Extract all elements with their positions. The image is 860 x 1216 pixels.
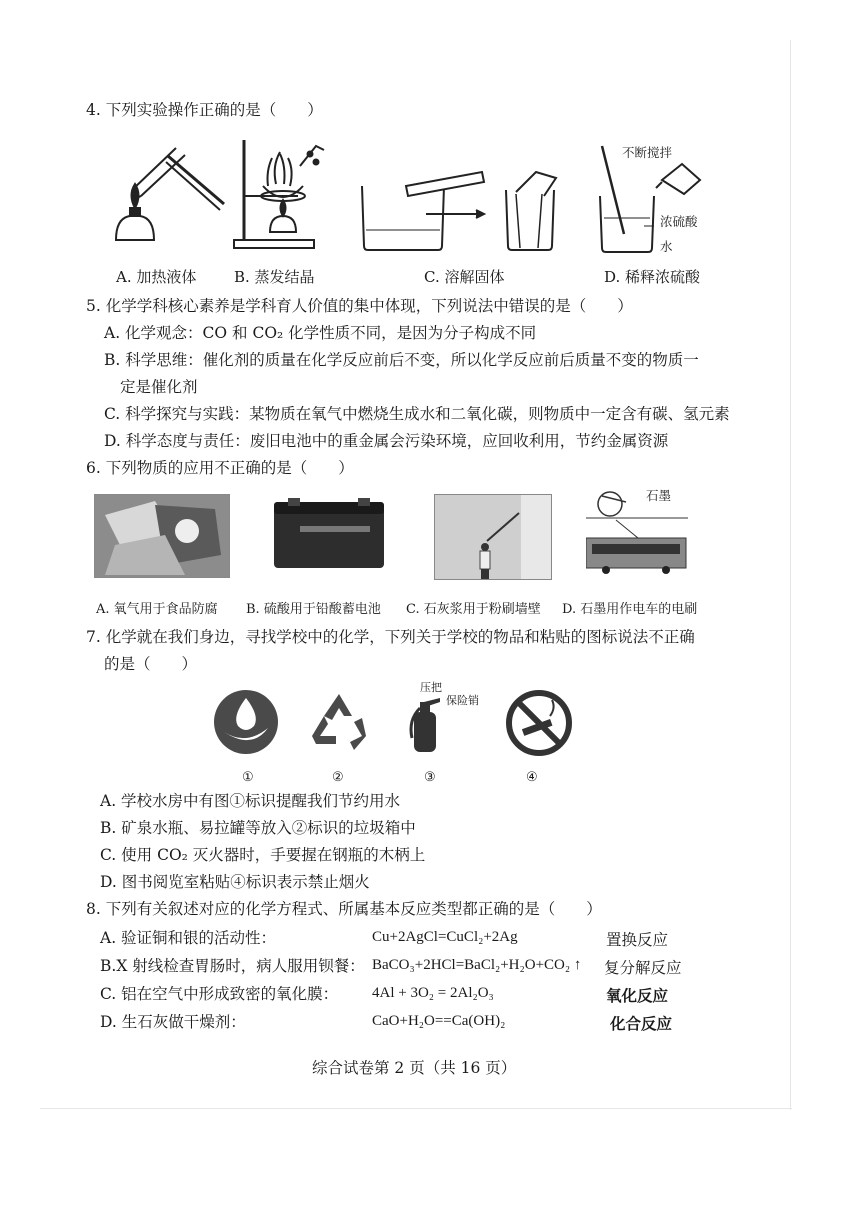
q5-option-d: D. 科学态度与责任：废旧电池中的重金属会污染环境，应回收利用，节约金属资源 [104, 432, 669, 450]
q4-option-b: B. 蒸发结晶 [234, 268, 315, 286]
q8-row-a-equation: Cu+2AgCl=CuCl₂+2Ag [372, 929, 518, 945]
q6-option-a: A. 氧气用于食品防腐 [96, 602, 218, 617]
q5-option-b-cont: 定是催化剂 [120, 378, 198, 396]
q8-stem: 8. 下列有关叙述对应的化学方程式、所属基本反应类型都正确的是（ ） [86, 900, 602, 918]
q6-photo-tram [586, 488, 688, 576]
recycle-icon [304, 690, 374, 752]
q6-photo-food-package [94, 494, 230, 578]
q6-stem: 6. 下列物质的应用不正确的是（ ） [86, 459, 354, 477]
no-smoking-icon [504, 688, 574, 758]
q6-photo-battery [270, 498, 388, 572]
q8-row-c-type: 氧化反应 [606, 986, 669, 1005]
water-saving-icon [212, 688, 280, 756]
q6-option-d: D. 石墨用作电车的电刷 [562, 602, 698, 617]
q8-row-a-desc: A. 验证铜和银的活动性： [100, 929, 277, 947]
q7-option-d: D. 图书阅览室粘贴④标识表示禁止烟火 [100, 873, 370, 891]
q6-option-b: B. 硫酸用于铅酸蓄电池 [246, 602, 381, 617]
q7-option-a: A. 学校水房中有图①标识提醒我们节约用水 [100, 792, 401, 810]
q4-stem: 4. 下列实验操作正确的是（ ） [86, 101, 323, 119]
water-label: 水 [660, 239, 673, 254]
q5-option-c: C. 科学探究与实践：某物质在氧气中燃烧生成水和二氧化碳，则物质中一定含有碳、氢元素 [104, 405, 730, 423]
q8-row-b-type: 复分解反应 [604, 959, 682, 977]
q4-option-c: C. 溶解固体 [424, 268, 505, 286]
q4-figure-heating-liquid [108, 140, 228, 252]
q8-row-b-desc: B.X 射线检查胃肠时，病人服用钡餐： [100, 957, 365, 975]
q5-stem: 5. 化学学科核心素养是学科育人价值的集中体现，下列说法中错误的是（ ） [86, 297, 633, 315]
q8-row-a-type: 置换反应 [606, 931, 669, 949]
q8-row-c-desc: C. 铝在空气中形成致密的氧化膜： [100, 985, 339, 1003]
q8-row-d-type: 化合反应 [610, 1014, 673, 1033]
q8-row-b-equation: BaCO₃+2HCl=BaCl₂+H₂O+CO₂ ↑ [372, 957, 582, 973]
press-handle-label: 压把 [420, 681, 442, 694]
icon-number-1: ① [242, 770, 254, 785]
q5-option-a: A. 化学观念：CO 和 CO₂ 化学性质不同，是因为分子构成不同 [104, 324, 537, 342]
icon-number-4: ④ [526, 770, 538, 785]
q7-option-c: C. 使用 CO₂ 灭火器时，手要握在钢瓶的木柄上 [100, 846, 426, 864]
icon-number-3: ③ [424, 770, 436, 785]
q8-row-d-desc: D. 生石灰做干燥剂： [100, 1013, 246, 1031]
icon-number-2: ② [332, 770, 344, 785]
q7-stem-line1: 7. 化学就在我们身边，寻找学校中的化学，下列关于学校的物品和粘贴的图标说法不正确 [86, 628, 695, 646]
q4-option-d: D. 稀释浓硫酸 [604, 268, 701, 286]
safety-pin-label: 保险销 [446, 694, 479, 707]
q7-stem-line2: 的是（ ） [104, 655, 198, 673]
q8-row-d-equation: CaO+H₂O==Ca(OH)₂ [372, 1013, 506, 1029]
q4-option-a: A. 加热液体 [116, 268, 197, 286]
page-edge [40, 1108, 792, 1109]
q4-figure-evaporation [228, 136, 328, 254]
q8-row-c-equation: 4Al + 3O₂ = 2Al₂O₃ [372, 985, 494, 1001]
q7-option-b: B. 矿泉水瓶、易拉罐等放入②标识的垃圾箱中 [100, 819, 416, 837]
fire-extinguisher-icon [406, 690, 446, 754]
page-edge [790, 40, 791, 1110]
page-footer: 综合试卷第 2 页（共 16 页） [312, 1059, 517, 1077]
q6-option-c: C. 石灰浆用于粉刷墙壁 [406, 602, 541, 617]
stir-label: 不断搅拌 [622, 145, 673, 160]
q5-option-b: B. 科学思维：催化剂的质量在化学反应前后不变，所以化学反应前后质量不变的物质一 [104, 351, 699, 369]
acid-label: 浓硫酸 [660, 214, 698, 229]
q4-figure-dissolving [356, 168, 562, 254]
graphite-label: 石墨 [646, 488, 672, 503]
q6-photo-wall-painting [434, 494, 552, 580]
